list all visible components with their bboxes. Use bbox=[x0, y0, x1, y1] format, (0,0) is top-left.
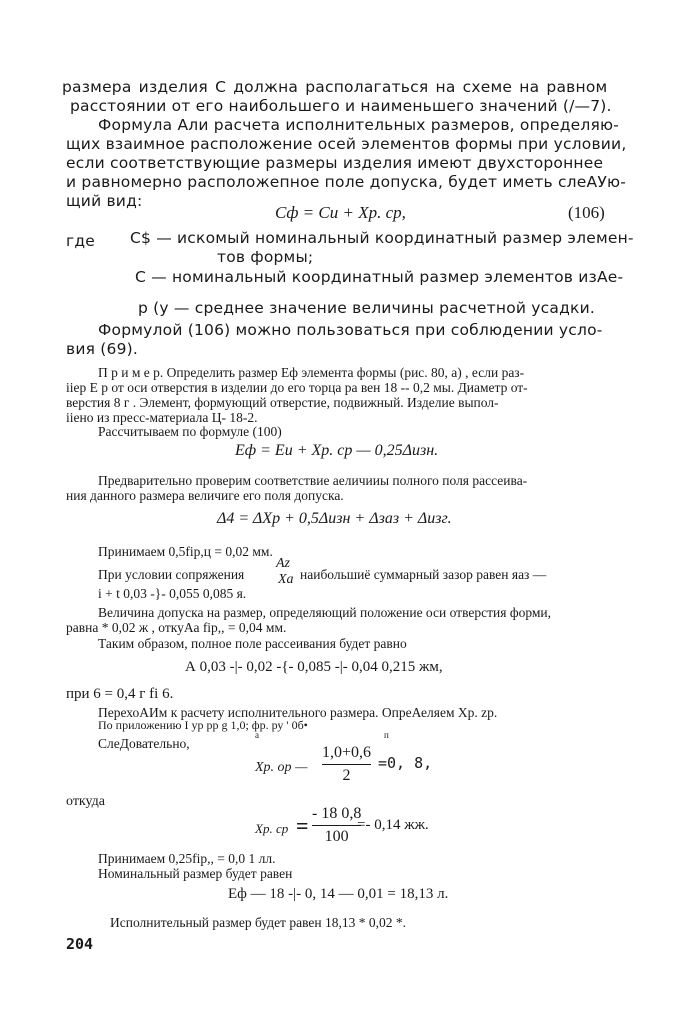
fraction-xc-denominator: 100 bbox=[324, 828, 349, 845]
text-line-tolerance-2: равна * 0,02 ж , откуАа fip,, = 0,04 мм. bbox=[66, 620, 287, 635]
subscript-n: п bbox=[384, 730, 389, 740]
text-line-tolerance-1: Величина допуска на размер, определяющий положение оси отверстия форми, bbox=[98, 605, 552, 620]
text-line-13: Формулой (106) можно пользоваться при соблюдении усло- bbox=[98, 321, 603, 339]
fraction-xp bbox=[322, 744, 371, 785]
example-line-1: П р и м е р. Определить размер Еф элемента формы (рис. 80, а) , если раз- bbox=[98, 365, 525, 380]
text-line-field: Таким образом, полное поле рассеивания будет равно bbox=[98, 636, 407, 651]
text-line-def1b: тов формы; bbox=[217, 248, 314, 266]
text-line-appendix: По приложению I ур рр g 1,0; фр. ру ' 0б• bbox=[98, 718, 308, 732]
formula-106-number: (106) bbox=[568, 203, 605, 222]
formula-az: Az bbox=[276, 556, 290, 571]
formula-xa: Xа bbox=[278, 572, 294, 587]
text-line-def2: С — номинальный координатный размер элементов изАе- bbox=[135, 268, 624, 286]
example-line-2: iiер Е р от оси отверстия в изделии до его торца ра вен 18 -- 0,2 мы. Диаметр от- bbox=[66, 380, 528, 395]
fraction-xp-denominator: 2 bbox=[342, 767, 351, 784]
text-line-14: вия (69). bbox=[66, 340, 139, 358]
text-line-condition: При условии сопряжения bbox=[98, 567, 245, 582]
text-line-3: Формула Али расчета исполнительных размеров, определяю- bbox=[98, 116, 620, 134]
formula-delta: Δ4 = ΔXр + 0,5Δизн + Δзаз + Δизг. bbox=[217, 510, 452, 527]
formula-total-field: А 0,03 -|- 0,02 -{- 0,085 -|- 0,04 0,215 жм, bbox=[185, 659, 443, 675]
text-line-sum: i + t 0,03 -}- 0,055 0,085 я. bbox=[98, 586, 247, 601]
formula-106: Cф = Cи + Xр. ср, bbox=[275, 203, 406, 222]
formula-xc-equals: = bbox=[296, 813, 309, 838]
text-line-hence: СлеДовательно, bbox=[98, 736, 190, 751]
formula-xp-label: Xр. ор — bbox=[255, 760, 308, 775]
text-line-1: размера изделия С должна располагаться на схеме на равном bbox=[62, 78, 608, 96]
fraction-xc bbox=[312, 805, 361, 846]
page-number: 204 bbox=[66, 935, 94, 953]
subscript-a: а bbox=[255, 730, 259, 740]
formula-xc-label: Xр. ср bbox=[255, 821, 289, 836]
fraction-xc-numerator: - 18 0,8 bbox=[312, 805, 362, 822]
example-line-4: iiено из пресс-материала Ц- 18-2. bbox=[66, 410, 258, 425]
text-line-condition-b: наибольшиё суммарный зазор равен яаз — bbox=[300, 567, 547, 582]
fraction-bar bbox=[322, 764, 371, 765]
text-line-nominal: Номинальный размер будет равен bbox=[98, 866, 293, 881]
text-line-4: щих взаимное расположение осей элементов формы при условии, bbox=[66, 135, 627, 153]
text-line-whence: откуда bbox=[66, 794, 105, 809]
text-line-final: Исполнительный размер будет равен 18,13 * 0,02 *. bbox=[110, 915, 406, 930]
formula-ef-result: Еф — 18 -|- 0, 14 — 0,01 = 18,13 л. bbox=[228, 886, 449, 902]
formula-xc-result: =- 0,14 жж. bbox=[357, 817, 429, 833]
example-line-3: верстия 8 г . Элемент, формующий отверстие, подвижный. Изделие выпол- bbox=[66, 395, 499, 410]
text-line-5: если соответствующие размеры изделия имеют двухстороннее bbox=[66, 154, 604, 172]
formula-xp-result: =0, 8, bbox=[378, 754, 433, 772]
text-line-def3: р (у — среднее значение величины расчетной усадки. bbox=[138, 299, 595, 317]
text-where: где bbox=[66, 232, 95, 250]
fraction-bar bbox=[312, 825, 361, 826]
text-line-check-2: ния данного размера величиге его поля допуска. bbox=[66, 488, 344, 503]
example-line-5: Рассчитываем по формуле (100) bbox=[98, 424, 282, 439]
fraction-xp-numerator: 1,0+0,6 bbox=[322, 744, 372, 761]
text-line-2: расстоянии от его наибольшего и наименьшего значений (/—7). bbox=[70, 97, 612, 115]
text-line-accept-2: Принимаем 0,25fip,, = 0,0 1 лл. bbox=[98, 851, 276, 866]
text-line-check-1: Предварительно проверим соответствие аеличииы полного поля рассеива- bbox=[98, 473, 528, 488]
text-line-transition: ПерехоАИм к расчету исполнительного размера. ОпреАеляем Хр. zр. bbox=[98, 705, 498, 720]
text-line-7: щий вид: bbox=[66, 192, 143, 210]
text-line-def1: С$ — искомый номинальный координатный размер элемен- bbox=[130, 229, 634, 247]
formula-ef: Eф = Eи + Xр. ср — 0,25Δизн. bbox=[235, 442, 439, 459]
text-line-accept-1: Принимаем 0,5fip,ц = 0,02 мм. bbox=[98, 544, 273, 559]
text-line-6: и равномерно расположепное поле допуска, будет иметь слеАУю- bbox=[66, 173, 627, 191]
text-line-at: при 6 = 0,4 г fi 6. bbox=[66, 686, 174, 702]
